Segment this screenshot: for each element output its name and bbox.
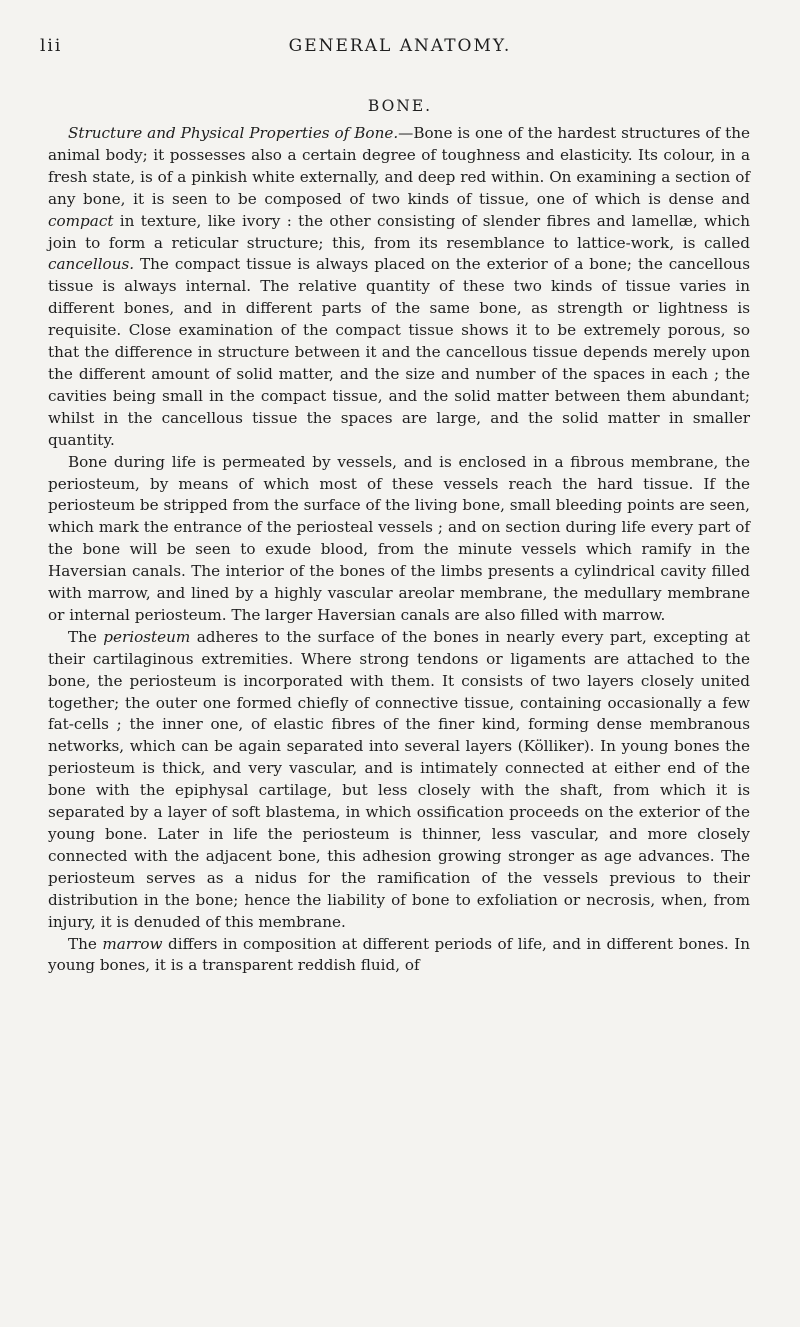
running-title: GENERAL ANATOMY. bbox=[288, 36, 512, 56]
paragraph-structure bbox=[48, 123, 750, 452]
paragraph-text: The bbox=[68, 934, 103, 953]
section-title: BONE. bbox=[367, 97, 433, 115]
paragraph-vessels bbox=[48, 452, 750, 627]
page-number: lii bbox=[40, 36, 63, 56]
paragraph-text: in texture, like ivory : the other consisting of slender fibres and lamellæ, which join to form a reticular structure; this, from its resemblance to lattice-work, is called bbox=[48, 211, 750, 252]
paragraph-periosteum bbox=[48, 627, 750, 934]
paragraph-text: —Bone is one of the hardest structures of the animal body; it possesses also a certain degree of toughness and elasticity. Its colour, in a fresh state, is of a pinkish white externally, and deep red within. On examining a section of any bone, it is seen to be composed of two kinds of tissue, one of which is dense and bbox=[48, 124, 750, 208]
body-text bbox=[48, 123, 750, 977]
paragraph-marrow bbox=[48, 934, 750, 978]
term-periosteum: periosteum bbox=[103, 627, 191, 646]
term-marrow: marrow bbox=[102, 934, 163, 953]
paragraph-lead: Structure and Physical Properties of Bone. bbox=[68, 124, 399, 142]
paragraph-text: The bbox=[68, 627, 104, 646]
paragraph-text: adheres to the surface of the bones in nearly every part, excepting at their cartilaginous extremities. Where strong tendons or ligaments are attached to the bone, the periosteum is incorporated with them. It consists of two layers closely united together; the outer one formed chiefly of connective tissue, containing occasionally a few fat-cells ; the inner one, of elastic fibres of the finer kind, forming dense membranous networks, which can be again separated into several layers (Kölliker). In young bones the periosteum is thick, and very vascular, and is intimately connected at either end of the bone with the epiphysal cartilage, but less closely with the shaft, from which it is separated by a layer of soft blastema, in which ossification proceeds on the exterior of the young bone. Later in life the periosteum is thinner, less vascular, and more closely connected with the adjacent bone, this adhesion growing stronger as age advances. The periosteum serves as a nidus for the ramification of the vessels previous to their distribution in the bone; hence the liability of bone to exfoliation or necrosis, when, from injury, it is denuded of this membrane. bbox=[48, 627, 751, 931]
paragraph-text: differs in composition at different periods of life, and in different bones. In young bones, it is a transparent reddish fluid, of bbox=[48, 934, 750, 975]
term-cancellous: cancellous. bbox=[48, 255, 135, 274]
paragraph-text: The compact tissue is always placed on the exterior of a bone; the cancellous tissue is always internal. The relative quantity of these two kinds of tissue varies in different bones, and in different parts of the same bone, as strength or lightness is requisite. Close examination of the compact tissue shows it to be extremely porous, so that the difference in structure between it and the cancellous tissue depends merely upon the different amount of solid matter, and the size and number of the spaces in each ; the cavities being small in the compact tissue, and the solid matter between them abundant; whilst in the cancellous tissue the spaces are large, and the solid matter in smaller quantity. bbox=[48, 255, 750, 449]
term-compact: compact bbox=[48, 211, 114, 230]
running-head bbox=[40, 36, 760, 60]
paragraph-text: Bone during life is permeated by vessels, and is enclosed in a fibrous membrane, the periosteum, by means of which most of these vessels reach the hard tissue. If the periosteum be stripped from the surface of the living bone, small bleeding points are seen, which mark the entrance of the periosteal vessels ; and on section during life every part of the bone will be seen to exude blood, from the minute vessels which ramify in the Haversian canals. The interior of the bones of the limbs presents a cylindrical cavity filled with marrow, and lined by a highly vascular areolar membrane, the medullary membrane or internal periosteum. The larger Haversian canals are also filled with marrow. bbox=[48, 452, 750, 624]
